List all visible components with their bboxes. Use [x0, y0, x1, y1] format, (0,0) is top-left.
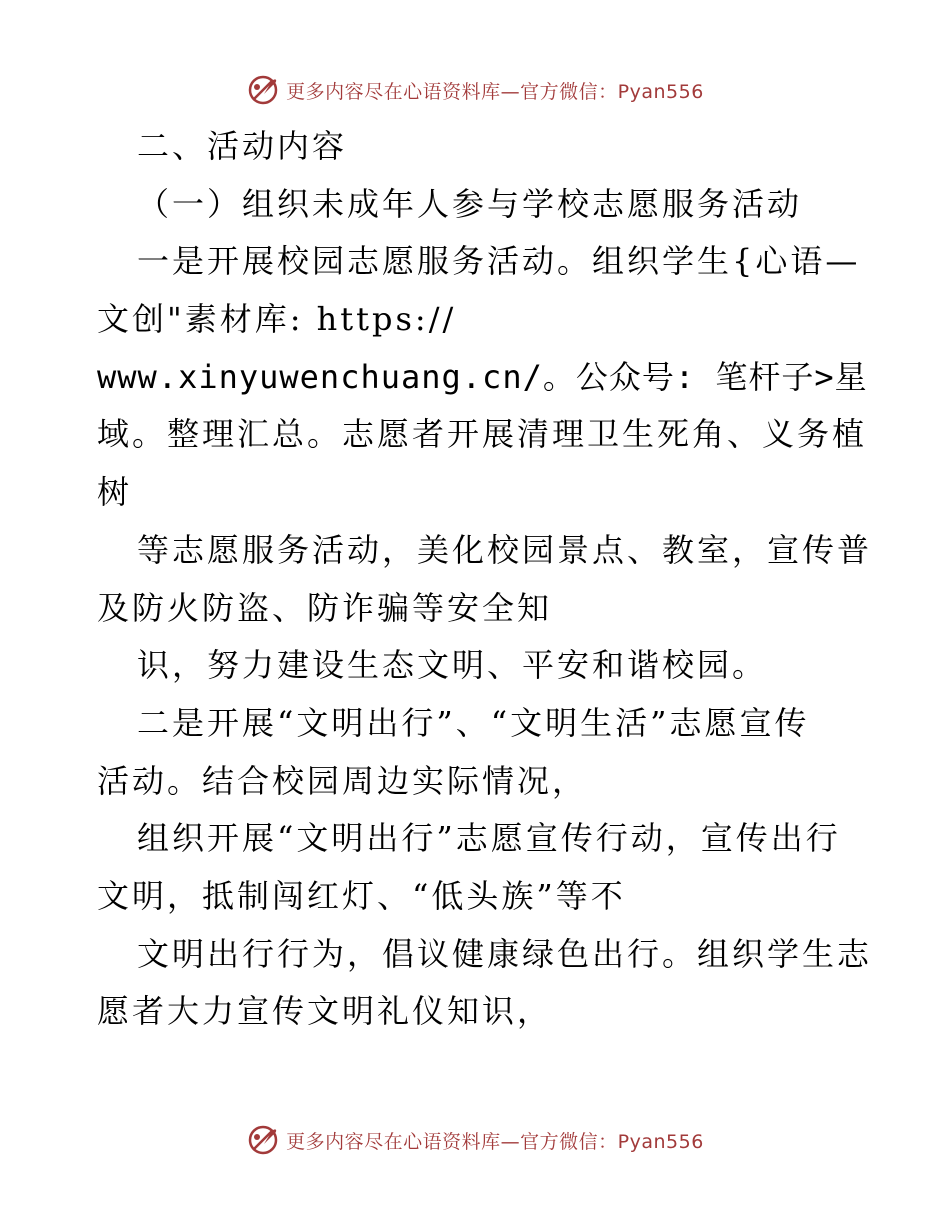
paragraph-line: 愿者大力宣传文明礼仪知识， — [97, 992, 553, 1031]
quill-pen-logo-icon — [246, 73, 280, 107]
footer-banner-text: 更多内容尽在心语资料库—官方微信：Pyan556 — [286, 1130, 704, 1153]
paragraph-line: 二是开展“文明出行”、“文明生活”志愿宣传 — [137, 703, 810, 742]
paragraph-line: 文明，抵制闯红灯、“低头族”等不 — [97, 876, 626, 915]
paragraph-line: www.xinyuwenchuang.cn/。公众号: 笔杆子>星 — [97, 357, 868, 396]
document-body — [97, 118, 873, 1041]
paragraph-line: 域。整理汇总。志愿者开展清理卫生死角、义务植 — [97, 415, 868, 454]
subsection-heading: （一）组织未成年人参与学校志愿服务活动 — [137, 184, 803, 223]
paragraph-line: 树 — [97, 473, 133, 512]
paragraph-line: 组织开展“文明出行”志愿宣传行动，宣传出行 — [137, 819, 841, 858]
header-banner — [0, 70, 950, 110]
paragraph-line: 文创"素材库: https:// — [97, 300, 457, 339]
paragraph-line: 及防火防盗、防诈骗等安全知 — [97, 588, 553, 627]
paragraph-line: 活动。结合校园周边实际情况， — [97, 761, 588, 800]
footer-banner — [0, 1120, 950, 1160]
paragraph-line: 识，努力建设生态文明、平安和谐校园。 — [137, 646, 768, 685]
header-banner-text: 更多内容尽在心语资料库—官方微信：Pyan556 — [286, 80, 704, 103]
section-heading: 二、活动内容 — [137, 127, 348, 165]
paragraph-line: 一是开展校园志愿服务活动。组织学生{心语— — [137, 242, 861, 281]
paragraph-line: 文明出行行为，倡议健康绿色出行。组织学生志 — [137, 934, 873, 973]
quill-pen-logo-icon — [246, 1123, 280, 1157]
paragraph-line: 等志愿服务活动，美化校园景点、教室，宣传普 — [137, 530, 873, 569]
